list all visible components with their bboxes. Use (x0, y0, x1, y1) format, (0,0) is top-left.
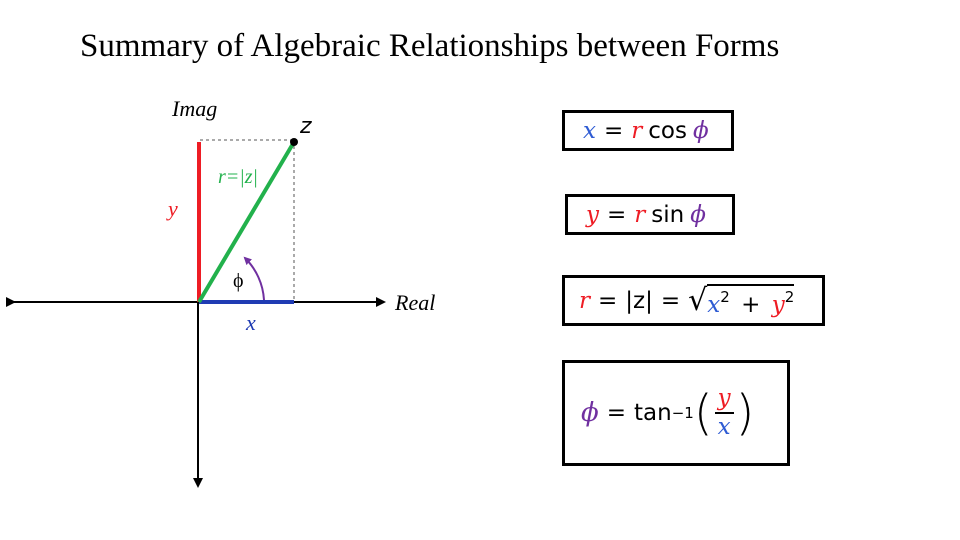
phi-formula-box (562, 360, 790, 466)
slide-title: Summary of Algebraic Relationships between Forms (80, 28, 780, 64)
phi-formula-fraction (715, 387, 734, 439)
phi-formula-denominator: x (715, 412, 734, 439)
sqrt-radicand (707, 284, 794, 318)
y-formula-equals: = (607, 201, 627, 228)
r-formula-x-exp: 2 (720, 287, 730, 306)
phi-formula-numerator: y (717, 385, 731, 411)
r-formula-y-exp: 2 (784, 287, 795, 306)
y-formula-phi: ϕ (690, 201, 706, 228)
r-formula-equals2: = (660, 287, 681, 314)
x-formula-lhs: x (583, 117, 596, 144)
r-formula-y: y (771, 291, 785, 318)
phi-formula-lhs: ϕ (581, 398, 599, 428)
right-paren: ) (735, 385, 755, 441)
angle-arc (245, 258, 264, 300)
r-formula-x: x (707, 291, 721, 318)
x-formula-cos: cos (648, 117, 687, 144)
y-formula-sin: sin (651, 201, 685, 228)
y-label: y (168, 196, 178, 221)
y-formula-box (565, 194, 735, 235)
phi-formula-exp: −1 (671, 404, 694, 422)
left-paren: ( (693, 385, 713, 441)
sqrt-symbol: √ (688, 283, 708, 318)
r-formula-equals1: = (598, 287, 618, 314)
z-label: z (300, 114, 312, 139)
real-axis-label: Real (395, 290, 436, 315)
x-label: x (246, 310, 256, 335)
r-formula-abs: |z| (625, 287, 653, 314)
phi-formula-tan: tan (634, 400, 672, 426)
r-formula-box (562, 275, 825, 326)
phi-label: ϕ (233, 270, 244, 292)
r-formula-lhs: r (579, 287, 590, 314)
x-formula-box (562, 110, 734, 151)
x-formula-equals: = (603, 117, 624, 144)
z-point (290, 138, 298, 146)
phi-formula-equals: = (606, 400, 627, 426)
x-formula-phi: ϕ (692, 117, 709, 144)
r-formula-plus: + (741, 291, 761, 318)
y-formula-r: r (634, 201, 646, 228)
magnitude-label: r=|z| (218, 166, 259, 188)
y-formula-lhs: y (586, 201, 599, 228)
x-formula-r: r (631, 117, 643, 144)
imag-axis-label: Imag (172, 96, 218, 121)
